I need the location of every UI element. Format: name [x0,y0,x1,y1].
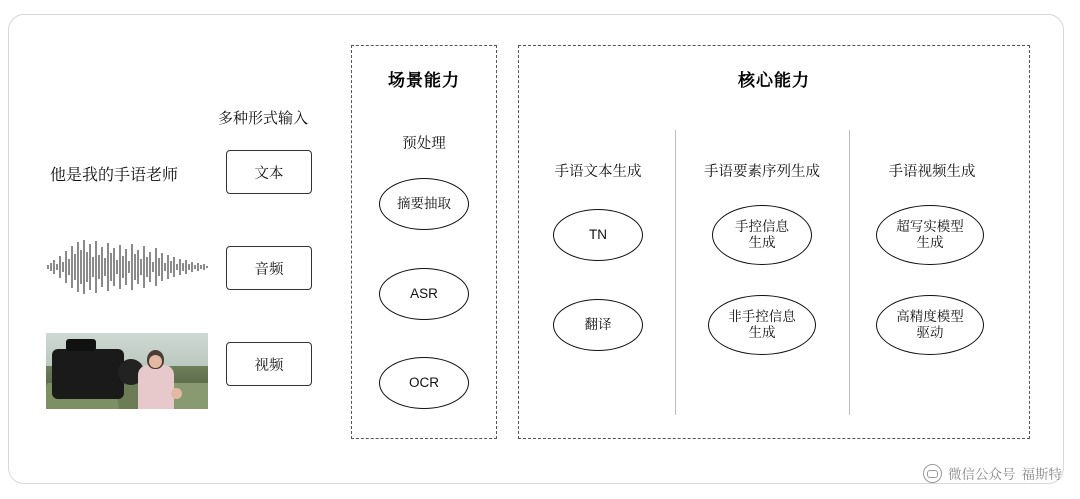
watermark-name: 福斯特 [1021,467,1062,482]
video-thumbnail-icon [46,333,208,409]
modality-pill-audio[interactable]: 音频 [226,246,312,290]
node-translation[interactable] [553,299,643,351]
node-label-line2: 驱动 [916,325,944,340]
node-label-line1: 非手控信息 [728,308,796,324]
node-label: 摘要抽取 [397,195,451,211]
wechat-icon [923,464,942,483]
core-column-divider-2 [849,130,850,415]
node-label-line2: 生成 [748,235,776,250]
node-asr[interactable] [379,268,469,320]
node-high-precision-model-driving[interactable] [876,295,984,355]
core-column-title-element-sequence: 手语要素序列生成 [704,164,820,180]
node-label-line1: 高精度模型 [896,308,964,324]
input-section-heading: 多种形式输入 [218,110,309,127]
scene-capability-title: 场景能力 [388,71,460,90]
node-label-line2: 生成 [916,235,944,250]
scene-column-title-preprocess: 预处理 [402,136,446,152]
audio-waveform-icon [46,238,210,296]
node-label: 翻译 [584,316,612,332]
node-label: TN [589,226,607,242]
modality-pill-text[interactable]: 文本 [226,150,312,194]
node-summary-extraction[interactable] [379,178,469,230]
node-tn[interactable] [553,209,643,261]
modality-pill-video[interactable]: 视频 [226,342,312,386]
node-label-line1: 手控信息 [735,218,789,234]
core-column-divider-1 [675,130,676,415]
node-manual-signal-generation[interactable] [712,205,812,265]
core-capability-title: 核心能力 [738,71,810,90]
node-ocr[interactable] [379,357,469,409]
core-column-title-text-generation: 手语文本生成 [554,164,642,180]
node-label-line1: 超写实模型 [896,218,964,234]
core-column-title-video-generation: 手语视频生成 [888,164,976,180]
node-label: OCR [409,374,439,390]
input-sentence-text: 他是我的手语老师 [50,167,179,184]
node-photorealistic-model-generation[interactable] [876,205,984,265]
node-label-line2: 生成 [748,325,776,340]
watermark [923,463,1062,483]
watermark-prefix: 微信公众号 [948,467,1016,482]
node-label: ASR [410,285,438,301]
node-non-manual-signal-generation[interactable] [708,295,816,355]
